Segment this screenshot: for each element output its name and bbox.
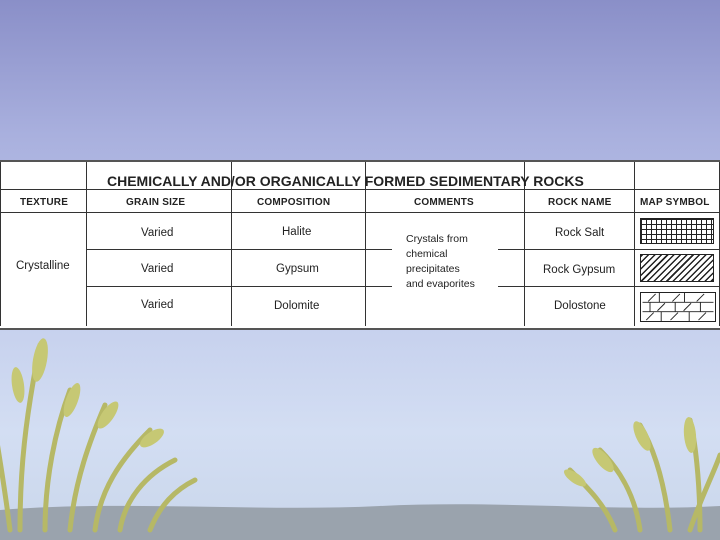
header-grain-size: GRAIN SIZE — [126, 197, 186, 208]
rock-gypsum-symbol — [640, 254, 714, 282]
table-title: CHEMICALLY AND/OR ORGANICALLY FORMED SEDIMENTARY ROCKS — [107, 173, 584, 189]
header-map-symbol: MAP SYMBOL — [640, 197, 710, 208]
row1-rock-name: Rock Salt — [555, 227, 605, 239]
header-top-line — [0, 189, 720, 190]
row2-composition: Gypsum — [276, 263, 319, 275]
grass-left — [0, 345, 195, 530]
col-line-0 — [0, 162, 1, 326]
row-divider-1 — [86, 249, 392, 250]
row1-composition: Halite — [282, 226, 312, 238]
row2-rock-name: Rock Gypsum — [543, 264, 616, 276]
header-composition: COMPOSITION — [257, 197, 331, 208]
dolostone-symbol — [640, 292, 716, 322]
row3-rock-name: Dolostone — [554, 300, 606, 312]
row-divider-2 — [86, 286, 392, 287]
header-rock-name: ROCK NAME — [548, 197, 612, 208]
col-line-1 — [86, 162, 87, 326]
header-comments: COMMENTS — [414, 197, 474, 208]
grass-right-heads — [561, 417, 697, 490]
row3-composition: Dolomite — [274, 300, 320, 312]
header-texture: TEXTURE — [20, 197, 69, 208]
row3-grain-size: Varied — [141, 299, 174, 311]
row-divider-1b — [498, 249, 720, 250]
header-bottom-line — [0, 212, 720, 213]
rock-salt-symbol — [640, 218, 714, 244]
rock-table — [0, 160, 720, 330]
col-line-5 — [634, 162, 635, 326]
row-divider-2b — [498, 286, 720, 287]
comments-text: Crystals from chemical precipitates and evaporites — [392, 226, 498, 296]
row2-grain-size: Varied — [141, 263, 174, 275]
texture-value: Crystalline — [16, 260, 70, 272]
row1-grain-size: Varied — [141, 227, 174, 239]
